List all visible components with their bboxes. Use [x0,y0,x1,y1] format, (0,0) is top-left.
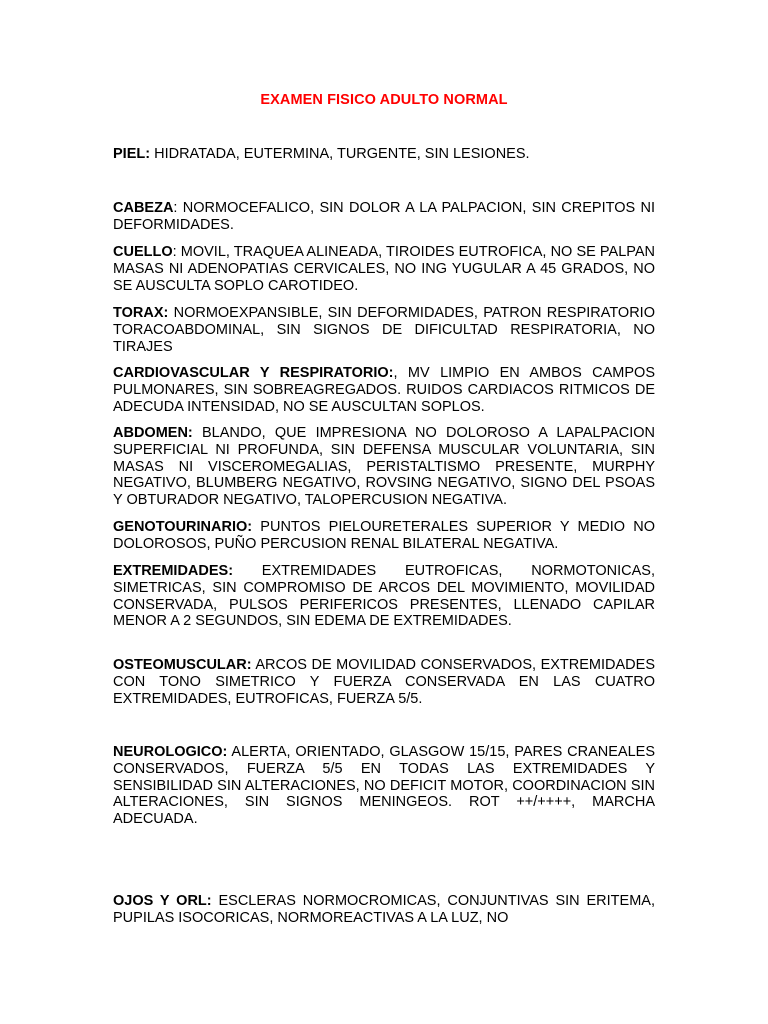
section-piel [113,146,655,163]
section-label: CUELLO [113,244,173,260]
section-text: HIDRATADA, EUTERMINA, TURGENTE, SIN LESIONES. [150,146,530,162]
section-label: TORAX: [113,305,169,321]
section-text: : NORMOCEFALICO, SIN DOLOR A LA PALPACION, SIN CREPITOS NI DEFORMIDADES. [113,200,655,233]
section-label: PIEL: [113,146,151,162]
section-extremidades [113,563,655,630]
section-ojos-orl [113,893,655,927]
section-text: ARCOS DE MOVILIDAD CONSERVADOS, EXTREMIDADES CON TONO SIMETRICO Y FUERZA CONSERVADA EN LAS CUATRO EXTREMIDADES, EUTROFICAS, FUERZA 5/5. [113,657,655,707]
section-text: , MV LIMPIO EN AMBOS CAMPOS PULMONARES, SIN SOBREAGREGADOS. RUIDOS CARDIACOS RITMICOS DE ADECUDA INTENSIDAD, NO SE AUSCULTAN SOPLOS. [113,365,655,415]
section-label: OJOS Y ORL: [113,893,212,909]
section-label: OSTEOMUSCULAR: [113,657,252,673]
section-text: : MOVIL, TRAQUEA ALINEADA, TIROIDES EUTROFICA, NO SE PALPAN MASAS NI ADENOPATIAS CERVICALES, NO ING YUGULAR A 45 GRADOS, NO SE AUSCULTA SOPLO CAROTIDEO. [113,244,655,294]
section-label: CABEZA [113,200,174,216]
section-text: BLANDO, QUE IMPRESIONA NO DOLOROSO A LAPALPACION SUPERFICIAL NI PROFUNDA, SIN DEFENSA MUSCULAR VOLUNTARIA, SIN MASAS NI VISCEROMEGALIAS, PERISTALTISMO PRESENTE, MURPHY NEGATIVO, BLUMBERG NEGATIVO, ROVSING NEGATIVO, SIGNO DEL PSOAS Y OBTURADOR NEGATIVO, TALOPERCUSION NEGATIVA. [113,425,655,509]
section-text: ALERTA, ORIENTADO, GLASGOW 15/15, PARES CRANEALES CONSERVADOS, FUERZA 5/5 EN TODAS LAS EXTREMIDADES Y SENSIBILIDAD SIN ALTERACIONES, NO DEFICIT MOTOR, COORDINACION SIN ALTERACIONES, SIN SIGNOS MENINGEOS. ROT ++/++++, MARCHA ADECUADA. [113,744,655,828]
section-torax [113,305,655,355]
section-label: ABDOMEN: [113,425,193,441]
section-cuello [113,244,655,294]
section-osteomuscular [113,657,655,707]
section-text: ESCLERAS NORMOCROMICAS, CONJUNTIVAS SIN ERITEMA, PUPILAS ISOCORICAS, NORMOREACTIVAS A LA LUZ, NO [113,893,655,926]
section-genotourinario [113,519,655,553]
section-cardiovascular [113,365,655,415]
section-label: EXTREMIDADES: [113,563,234,579]
document-title: EXAMEN FISICO ADULTO NORMAL [260,92,508,108]
section-label: GENOTOURINARIO: [113,519,253,535]
section-text: PUNTOS PIELOURETERALES SUPERIOR Y MEDIO NO DOLOROSOS, PUÑO PERCUSION RENAL BILATERAL NEGATIVA. [113,519,655,552]
section-abdomen [113,425,655,509]
section-text: NORMOEXPANSIBLE, SIN DEFORMIDADES, PATRON RESPIRATORIO TORACOABDOMINAL, SIN SIGNOS DE DIFICULTAD RESPIRATORIA, NO TIRAJES [113,305,655,355]
section-cabeza [113,200,655,234]
section-label: NEUROLOGICO: [113,744,228,760]
section-neurologico [113,744,655,828]
section-text: EXTREMIDADES EUTROFICAS, NORMOTONICAS, SIMETRICAS, SIN COMPROMISO DE ARCOS DEL MOVIMIENTO, MOVILIDAD CONSERVADA, PULSOS PERIFERICOS PRESENTES, LLENADO CAPILAR MENOR A 2 SEGUNDOS, SIN EDEMA DE EXTREMIDADES. [113,563,655,630]
section-label: CARDIOVASCULAR Y RESPIRATORIO: [113,365,394,381]
